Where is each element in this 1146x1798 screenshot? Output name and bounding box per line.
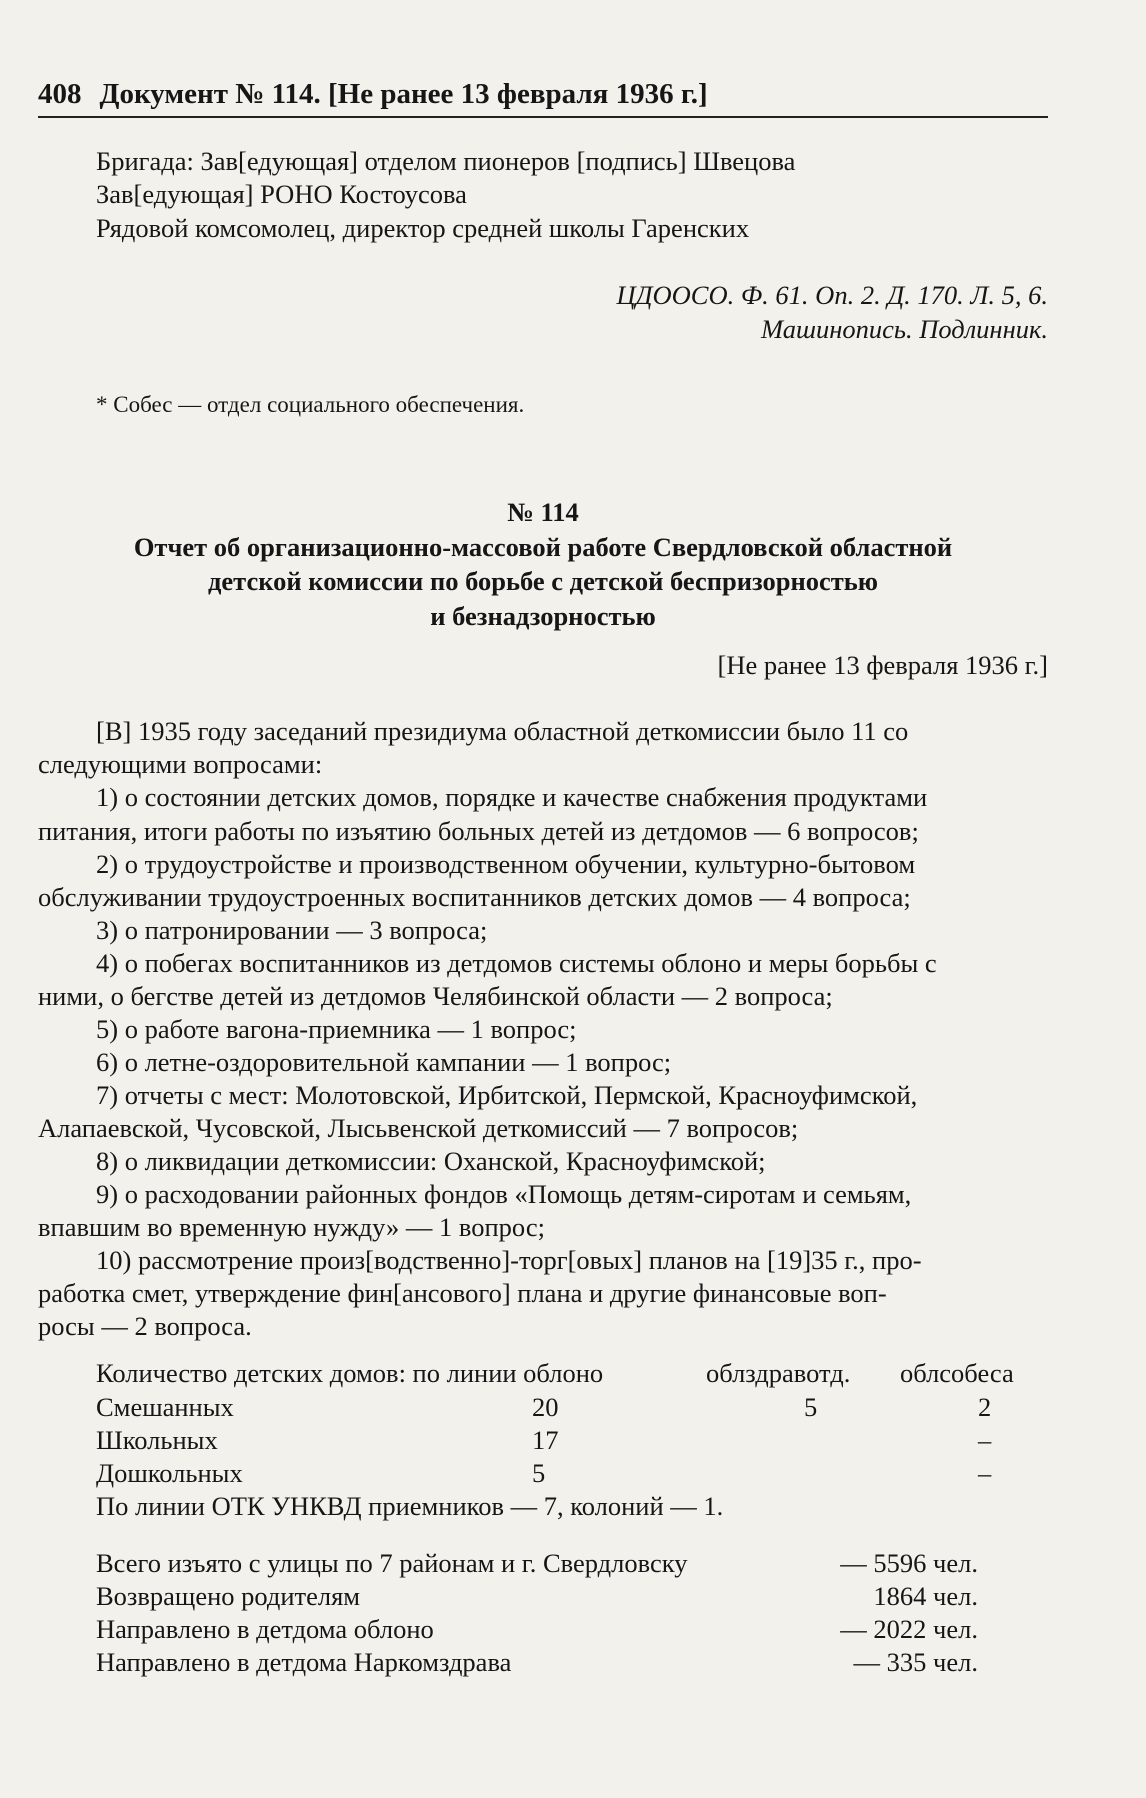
stat-value: 1864 чел.: [873, 1581, 978, 1611]
body-line: 2) о трудоустройстве и производственном обучении, культурно-бытовом: [96, 849, 916, 879]
body-line: 9) о расходовании районных фондов «Помощь детям-сиротам и семьям,: [96, 1179, 912, 1209]
table-cell-oblsobes: –: [978, 1458, 992, 1488]
page-number: 408: [38, 78, 82, 110]
document-title-line: Отчет об организационно-массовой работе Свердловской областной: [133, 532, 953, 562]
table-cell-oblono: 5: [532, 1458, 546, 1488]
signature-line: Зав[едующая] РОНО Костоусова: [96, 179, 467, 209]
document-date: [Не ранее 13 февраля 1936 г.]: [717, 650, 1048, 680]
table-row-label: Смешанных: [96, 1392, 234, 1422]
stat-value: — 2022 чел.: [840, 1614, 978, 1644]
signature-line: Бригада: Зав[едующая] отделом пионеров [подпись] Швецова: [96, 146, 796, 176]
body-line: Алапаевской, Чусовской, Лысьвенской деткомиссий — 7 вопросов;: [38, 1113, 799, 1143]
body-line: 4) о побегах воспитанников из детдомов системы облоно и меры борьбы с: [96, 948, 937, 978]
body-line: питания, итоги работы по изъятию больных детей из детдомов — 6 вопросов;: [38, 816, 919, 846]
table-header-label: Количество детских домов: по линии облоно: [96, 1358, 604, 1388]
running-header: [38, 78, 1048, 111]
stat-label: Возвращено родителям: [96, 1581, 361, 1611]
table-cell-oblzdrav: 5: [804, 1392, 818, 1422]
footnote: * Собес — отдел социального обеспечения.: [96, 392, 525, 417]
table-header-oblsobes: облсобеса: [900, 1358, 1014, 1388]
table-row-label: Дошкольных: [96, 1458, 243, 1488]
body-line: 7) отчеты с мест: Молотовской, Ирбитской, Пермской, Красноуфимской,: [96, 1080, 918, 1110]
stat-value: — 335 чел.: [853, 1647, 978, 1677]
stat-label: Направлено в детдома облоно: [96, 1614, 434, 1644]
body-line: 6) о летне-оздоровительной кампании — 1 вопрос;: [96, 1047, 672, 1077]
stat-value: — 5596 чел.: [840, 1548, 978, 1578]
table-cell-oblsobes: –: [978, 1425, 992, 1455]
body-line: работка смет, утверждение фин[ансового] плана и другие финансовые воп-: [38, 1278, 887, 1308]
source-type: Машинопись. Подлинник.: [761, 314, 1048, 344]
body-line: 5) о работе вагона-приемника — 1 вопрос;: [96, 1014, 577, 1044]
body-line: обслуживании трудоустроенных воспитанников детских домов — 4 вопроса;: [38, 882, 911, 912]
signature-line: Рядовой комсомолец, директор средней школы Гаренских: [96, 213, 750, 243]
header-rule: [38, 116, 1048, 118]
stat-label: Всего изъято с улицы по 7 районам и г. Свердловску: [96, 1548, 688, 1578]
header-title: Документ № 114. [Не ранее 13 февраля 1936 г.]: [99, 78, 708, 110]
table-cell-oblono: 20: [532, 1392, 559, 1422]
body-line: ними, о бегстве детей из детдомов Челябинской области — 2 вопроса;: [38, 981, 833, 1011]
body-line: следующими вопросами:: [38, 749, 323, 779]
body-line: 8) о ликвидации деткомиссии: Оханской, Красноуфимской;: [96, 1146, 766, 1176]
table-cell-oblsobes: 2: [978, 1392, 992, 1422]
otk-line: По линии ОТК УНКВД приемников — 7, колоний — 1.: [96, 1491, 724, 1521]
body-line: 1) о состоянии детских домов, порядке и качестве снабжения продуктами: [96, 782, 928, 812]
document-number: № 114: [507, 497, 579, 527]
table-cell-oblono: 17: [532, 1425, 559, 1455]
body-line: 3) о патронировании — 3 вопроса;: [96, 915, 488, 945]
table-header-oblzdrav: облздравотд.: [706, 1358, 851, 1388]
body-line: 10) рассмотрение произ[водственно]-торг[овых] планов на [19]35 г., про-: [96, 1245, 922, 1275]
body-line: [В] 1935 году заседаний президиума областной деткомиссии было 11 со: [96, 716, 909, 746]
body-line: росы — 2 вопроса.: [38, 1311, 252, 1341]
table-row-label: Школьных: [96, 1425, 218, 1455]
document-title-line: и безнадзорностью: [430, 601, 656, 631]
archive-reference: ЦДООСО. Ф. 61. Оп. 2. Д. 170. Л. 5, 6.: [616, 280, 1048, 310]
stat-label: Направлено в детдома Наркомздрава: [96, 1647, 512, 1677]
document-title-line: детской комиссии по борьбе с детской беспризорностью: [207, 566, 879, 596]
body-line: впавшим во временную нужду» — 1 вопрос;: [38, 1212, 545, 1242]
